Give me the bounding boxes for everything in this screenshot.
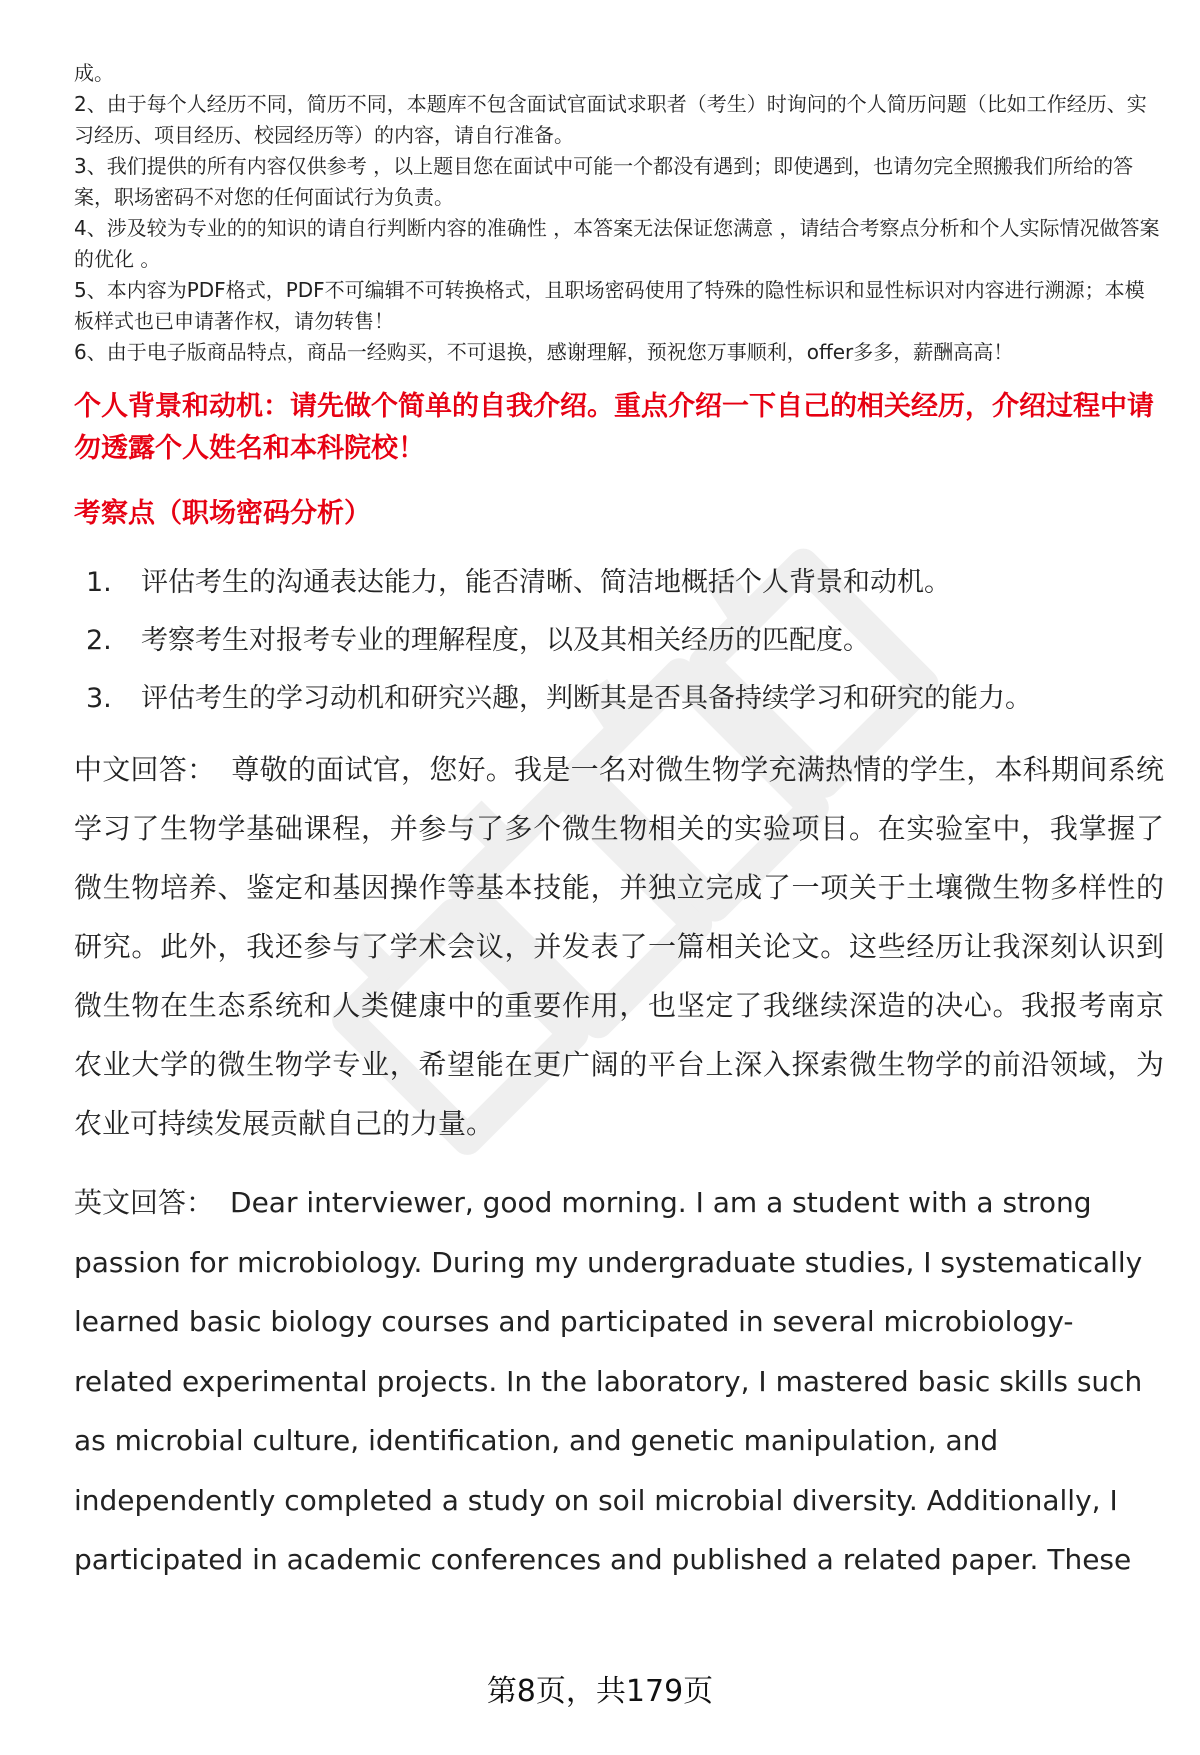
- note-item: 3、我们提供的所有内容仅供参考 ，以上题目您在面试中可能一个都没有遇到；即使遇到，也请勿完全照搬我们所给的答案，职场密码不对您的任何面试行为负责。: [74, 154, 1134, 209]
- chinese-answer: [74, 740, 1164, 1153]
- chinese-answer-label: 中文回答：: [74, 753, 216, 786]
- list-item: [74, 564, 1164, 602]
- analysis-points: [74, 564, 1164, 718]
- point-number: 3.: [86, 683, 112, 714]
- analysis-title: 考察点（职场密码分析）: [74, 498, 371, 529]
- point-text: 评估考生的学习动机和研究兴趣，判断其是否具备持续学习和研究的能力。: [141, 683, 1032, 714]
- list-item: [74, 680, 1164, 718]
- note-item: 成。: [74, 61, 114, 85]
- list-item: [74, 622, 1164, 660]
- english-answer-label: 英文回答：: [74, 1186, 215, 1219]
- point-text: 考察考生对报考专业的理解程度，以及其相关经历的匹配度。: [141, 625, 870, 656]
- note-item: 5、本内容为PDF格式，PDF不可编辑不可转换格式，且职场密码使用了特殊的隐性标识和显性标识对内容进行溯源；本模板样式也已申请著作权，请勿转售！: [74, 278, 1145, 333]
- page-number: 第8页，共179页: [486, 1674, 714, 1709]
- english-answer-text: Dear interviewer, good morning. I am a student with a strong passion for microbiology. During my undergraduate studies, I systematically learned basic biology courses and participated in several microbiology-related experimental projects. In the laboratory, I mastered basic skills such as microbial culture, identification, and genetic manipulation, and independently completed a study on soil microbial diversity. Additionally, I participated in academic conferences and published a related paper. These: [74, 1186, 1143, 1576]
- chinese-answer-text: 尊敬的面试官，您好。我是一名对微生物学充满热情的学生，本科期间系统学习了生物学基础课程，并参与了多个微生物相关的实验项目。在实验室中，我掌握了微生物培养、鉴定和基因操作等基本技能，并独立完成了一项关于土壤微生物多样性的研究。此外，我还参与了学术会议，并发表了一篇相关论文。这些经历让我深刻认识到微生物在生态系统和人类健康中的重要作用，也坚定了我继续深造的决心。我报考南京农业大学的微生物学专业，希望能在更广阔的平台上深入探索微生物学的前沿领域，为农业可持续发展贡献自己的力量。: [74, 753, 1164, 1140]
- english-answer: [74, 1173, 1164, 1590]
- disclaimer-notes: [74, 58, 1164, 368]
- page-content: [74, 58, 1164, 1590]
- point-number: 1.: [86, 567, 112, 598]
- point-text: 评估考生的沟通表达能力，能否清晰、简洁地概括个人背景和动机。: [141, 567, 951, 598]
- note-item: 2、由于每个人经历不同，简历不同，本题库不包含面试官面试求职者（考生）时询问的个人简历问题（比如工作经历、实习经历、项目经历、校园经历等）的内容，请自行准备。: [74, 92, 1147, 147]
- note-item: 6、由于电子版商品特点，商品一经购买，不可退换，感谢理解，预祝您万事顺利，offer多多，薪酬高高！: [74, 340, 1014, 364]
- question-heading: 个人背景和动机：请先做个简单的自我介绍。重点介绍一下自己的相关经历，介绍过程中请勿透露个人姓名和本科院校！: [74, 391, 1154, 464]
- note-item: 4、涉及较为专业的的知识的请自行判断内容的准确性 ，本答案无法保证您满意 ，请结合考察点分析和个人实际情况做答案的优化 。: [74, 216, 1160, 271]
- point-number: 2.: [86, 625, 112, 656]
